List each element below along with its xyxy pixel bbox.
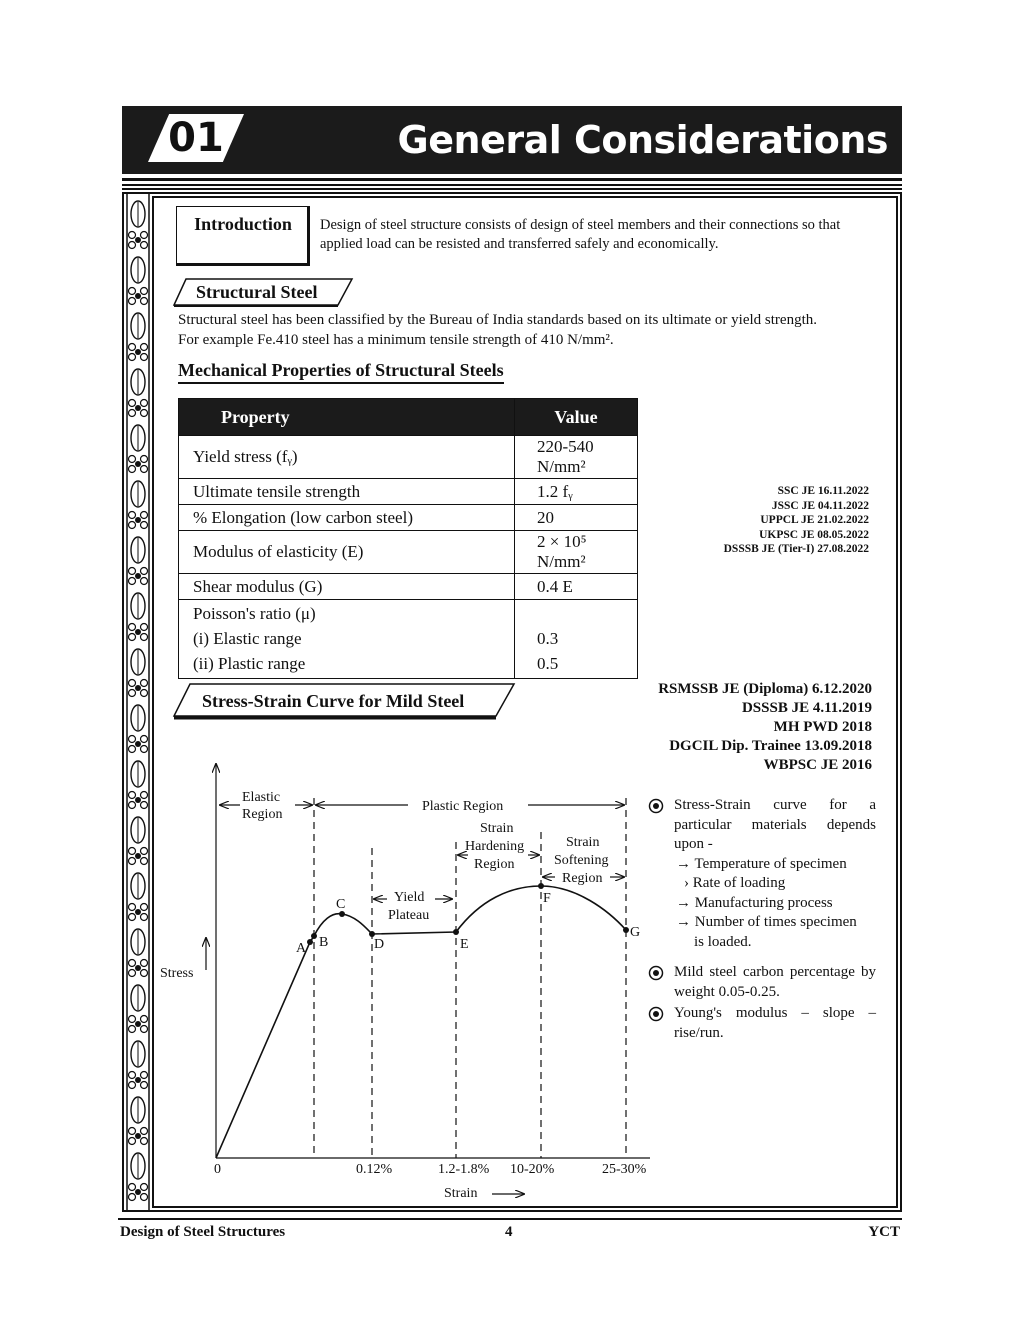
table-row [179, 479, 638, 505]
list-subitem: → Temperature of specimen [676, 855, 847, 872]
table-row [179, 531, 638, 574]
label-point-b: B [319, 935, 329, 950]
poisson-plastic-value: 0.5 [537, 654, 559, 673]
label-point-g: G [630, 925, 641, 940]
target-bullet-icon [648, 965, 664, 981]
label-softening-2: Softening [554, 853, 609, 868]
exam-ref: JSSC JE 04.11.2022 [771, 499, 869, 512]
mechanical-properties-table [178, 398, 638, 679]
poisson-plastic-label: (ii) Plastic range [193, 654, 306, 673]
structural-steel-text [178, 310, 878, 350]
property-cell: Shear modulus (G) [179, 574, 515, 600]
label-softening-1: Strain [566, 835, 600, 850]
table-row [179, 505, 638, 531]
list-item [648, 963, 876, 1002]
x-tick-25-30: 25-30% [602, 1162, 647, 1177]
exam-ref: SSC JE 16.11.2022 [777, 485, 869, 497]
value-cell: 1.2 fᵧ [515, 479, 638, 505]
property-cell: Modulus of elasticity (E) [179, 531, 515, 574]
label-stress: Stress [160, 966, 194, 981]
label-point-e: E [460, 937, 469, 952]
property-cell: Yield stress (fᵧ) [179, 436, 515, 479]
header-rule-thin [122, 184, 902, 186]
x-tick-10-20: 10-20% [510, 1162, 555, 1177]
chapter-title: General Considerations [397, 118, 888, 162]
exam-references-2 [658, 680, 872, 775]
table-row [179, 574, 638, 600]
x-tick-12-18: 1.2-1.8% [438, 1162, 490, 1177]
exam-ref: DGCIL Dip. Trainee 13.09.2018 [669, 738, 872, 754]
poisson-label: Poisson's ratio (μ) [193, 604, 316, 623]
curve-points [307, 883, 629, 945]
value-cell: 220-540 N/mm² [515, 436, 638, 479]
exam-references-1 [724, 484, 869, 557]
point-a-marker [307, 939, 313, 945]
list-subitem: → Manufacturing process [676, 894, 833, 911]
label-strain: Strain [444, 1186, 478, 1201]
label-yield: Yield [394, 890, 425, 905]
property-cell: Ultimate tensile strength [179, 479, 515, 505]
bullet-text-3: Young's modulus – slope – rise/run. [674, 1005, 876, 1041]
exam-ref: RSMSSB JE (Diploma) 6.12.2020 [658, 681, 872, 697]
stress-strain-diagram [150, 750, 670, 1210]
exam-ref: MH PWD 2018 [773, 719, 872, 735]
chapter-number: 01 [168, 115, 224, 161]
target-bullet-icon [648, 1006, 664, 1022]
x-tick-012: 0.12% [356, 1162, 393, 1177]
x-tick-0: 0 [214, 1162, 221, 1177]
poisson-elastic-label: (i) Elastic range [193, 629, 302, 648]
label-point-d: D [374, 937, 385, 952]
mechanical-properties-heading: Mechanical Properties of Structural Steels [178, 360, 504, 384]
label-plastic-region: Plastic Region [422, 799, 504, 814]
list-subitem: › Rate of loading [684, 875, 786, 891]
list-subitem: is loaded. [694, 933, 752, 950]
bullet-text-1: Stress-Strain curve for a particular materials depends upon - [674, 797, 876, 852]
property-cell [179, 600, 515, 679]
list-subitem: → Number of times specimen [676, 914, 857, 930]
structural-steel-line-1: Structural steel has been classified by the Bureau of India standards based on its ultimate or yield strength. [178, 312, 817, 328]
bullet-text-2: Mild steel carbon percentage by weight 0.05-0.25. [674, 964, 876, 1000]
value-cell: 20 [515, 505, 638, 531]
list-item [648, 796, 876, 855]
property-cell: % Elongation (low carbon steel) [179, 505, 515, 531]
label-hardening-1: Strain [480, 821, 514, 836]
poisson-elastic-value: 0.3 [537, 629, 559, 648]
stress-strain-curve [216, 886, 626, 1158]
table-row [179, 436, 638, 479]
footer-rule [118, 1218, 902, 1220]
label-hardening-3: Region [474, 857, 515, 872]
page-number: 4 [505, 1224, 513, 1240]
label-hardening-2: Hardening [465, 839, 525, 854]
label-plateau: Plateau [388, 908, 430, 923]
header-rule [122, 178, 902, 181]
footer-publisher: YCT [868, 1224, 900, 1240]
label-point-a: A [296, 941, 307, 956]
label-point-c: C [336, 897, 346, 912]
stress-strain-heading: Stress-Strain Curve for Mild Steel [202, 691, 465, 711]
label-point-f: F [543, 891, 551, 906]
label-elastic: Elastic [242, 790, 281, 805]
exam-ref: DSSSB JE 4.11.2019 [741, 700, 872, 716]
table-header-row [179, 399, 638, 436]
column-header-value: Value [515, 399, 638, 436]
header-rule-thin-2 [122, 188, 902, 190]
exam-ref: UPPCL JE 21.02.2022 [760, 514, 869, 526]
value-cell: 2 × 10⁵ N/mm² [515, 531, 638, 574]
notes-list [648, 796, 876, 1043]
exam-ref: DSSSB JE (Tier-I) 27.08.2022 [723, 543, 869, 555]
structural-steel-banner [172, 277, 354, 307]
stress-strain-banner [172, 682, 516, 720]
value-cell [515, 600, 638, 679]
structural-steel-heading: Structural Steel [196, 282, 318, 302]
point-b-marker [311, 933, 317, 939]
column-header-property: Property [179, 399, 515, 436]
structural-steel-line-2: For example Fe.410 steel has a minimum tensile strength of 410 N/mm². [178, 332, 614, 348]
point-f-marker [538, 883, 544, 889]
introduction-text: Design of steel structure consists of design of steel members and their connections so that applied load can be resisted and transferred safely and economically. [320, 217, 841, 252]
exam-ref: WBPSC JE 2016 [763, 757, 872, 773]
exam-ref: UKPSC JE 08.05.2022 [759, 528, 869, 541]
label-softening-3: Region [562, 871, 603, 886]
label-elastic-region: Region [242, 807, 283, 822]
table-row-poisson [179, 600, 638, 679]
footer-book-title: Design of Steel Structures [120, 1224, 286, 1240]
point-g-marker [623, 927, 629, 933]
decorative-border-ornament [124, 194, 152, 1210]
value-cell: 0.4 E [515, 574, 638, 600]
list-item [648, 1004, 876, 1043]
point-e-marker [453, 929, 459, 935]
introduction-label: Introduction [194, 214, 292, 234]
target-bullet-icon [648, 798, 664, 814]
